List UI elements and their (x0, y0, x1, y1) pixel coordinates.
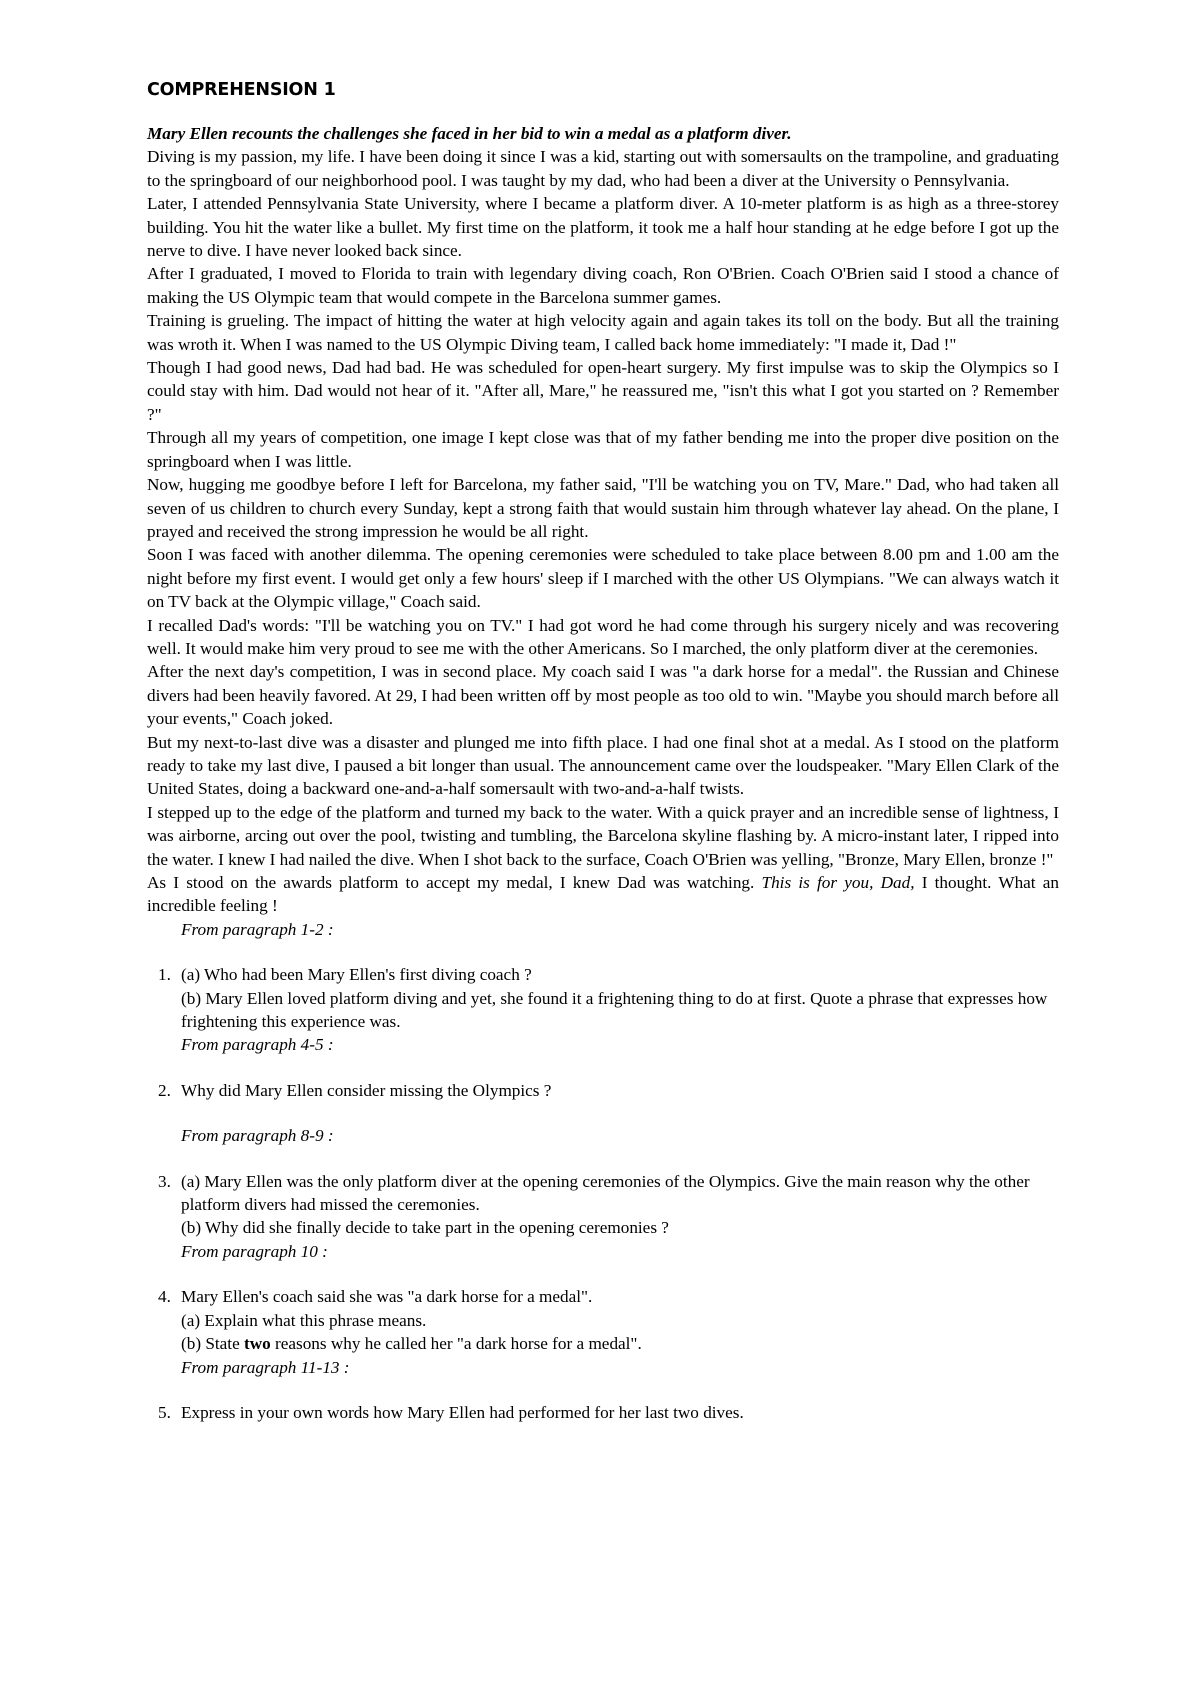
question-3 (147, 1170, 1059, 1240)
paragraph-13-start: As I stood on the awards platform to accept my medal, I knew Dad was watching. (147, 873, 762, 892)
question-line: Express in your own words how Mary Ellen had performed for her last two dives. (181, 1402, 744, 1422)
question-number: 1. (158, 965, 171, 985)
section-heading-5: From paragraph 11-13 : (181, 1357, 350, 1377)
section-heading-1: From paragraph 1-2 : (181, 919, 334, 939)
question-line: (a) Who had been Mary Ellen's first diving coach ? (181, 965, 532, 985)
question-line: Mary Ellen's coach said she was "a dark horse for a medal". (181, 1287, 593, 1307)
question-4 (147, 1285, 1059, 1355)
question-number: 4. (158, 1287, 171, 1307)
question-4b-bold: two (244, 1334, 271, 1354)
question-1 (147, 963, 1059, 1033)
paragraph-10: After the next day's competition, I was in second place. My coach said I was "a dark horse for a medal". the Russian and Chinese divers had been heavily favored. At 29, I had been written off by most people as too old to win. "Maybe you should march before all your events," Coach joked. (147, 662, 1059, 729)
paragraph-11: But my next-to-last dive was a disaster and plunged me into fifth place. I had one final shot at a medal. As I stood on the platform ready to take my last dive, I paused a bit longer than usual. The announcement came over the loudspeaker. "Mary Ellen Clark of the United States, doing a backward one-and-a-half somersault with two-and-a-half twists. (147, 732, 1059, 799)
paragraph-12: I stepped up to the edge of the platform and turned my back to the water. With a quick prayer and an incredible sense of lightness, I was airborne, arcing out over the pool, twisting and tumbling, the Barcelona skyline flashing by. A micro-instant later, I ripped into the water. I knew I had nailed the dive. When I shot back to the surface, Coach O'Brien was yelling, "Bronze, Mary Ellen, bronze !" (147, 802, 1059, 869)
question-5 (147, 1401, 1059, 1424)
paragraph-9: I recalled Dad's words: "I'll be watching you on TV." I had got word he had come through his surgery nicely and was recovering well. It would make him very proud to see me with the other Americans. So I marched, the only platform diver at the ceremonies. (147, 615, 1059, 658)
paragraph-4: Training is grueling. The impact of hitting the water at high velocity again and again takes its toll on the body. But all the training was wroth it. When I was named to the US Olympic Diving team, I called back home immediately: "I made it, Dad !" (147, 311, 1059, 354)
paragraph-3: After I graduated, I moved to Florida to train with legendary diving coach, Ron O'Brien. Coach O'Brien said I stood a chance of making the US Olympic team that would compete in the Barcelona summer games. (147, 264, 1059, 307)
document-page (147, 78, 1059, 1424)
question-line: (a) Mary Ellen was the only platform diver at the opening ceremonies of the Olympics. Give the main reason why the other platform divers had missed the ceremonies. (181, 1171, 1030, 1215)
passage (147, 145, 1059, 917)
paragraph-8: Soon I was faced with another dilemma. The opening ceremonies were scheduled to take place between 8.00 pm and 1.00 am the night before my first event. I would get only a few hours' sleep if I marched with the other US Olympians. "We can always watch it on TV back at the Olympic village," Coach said. (147, 545, 1059, 612)
paragraph-13-italic: This is for you, Dad, (761, 873, 915, 892)
question-4b-end: reasons why he called her "a dark horse for a medal". (270, 1334, 642, 1354)
question-list (147, 963, 1059, 1424)
question-line: (b) Why did she finally decide to take part in the opening ceremonies ? (181, 1218, 669, 1238)
section-heading-2: From paragraph 4-5 : (181, 1035, 334, 1055)
question-number: 5. (158, 1402, 171, 1422)
question-line (181, 1332, 1059, 1355)
question-line: Why did Mary Ellen consider missing the Olympics ? (181, 1080, 552, 1100)
paragraph-5: Though I had good news, Dad had bad. He was scheduled for open-heart surgery. My first impulse was to skip the Olympics so I could stay with him. Dad would not hear of it. "After all, Mare," he reassured me, "isn't this what I got you started on ? Remember ?" (147, 358, 1059, 424)
question-2 (147, 1079, 1059, 1102)
question-line: (b) Mary Ellen loved platform diving and yet, she found it a frightening thing to do at first. Quote a phrase that expresses how frightening this experience was. (181, 988, 1048, 1032)
section-heading-4: From paragraph 10 : (181, 1241, 328, 1261)
page-title: COMPREHENSION 1 (147, 80, 336, 100)
question-number: 3. (158, 1171, 171, 1191)
section-heading-3: From paragraph 8-9 : (181, 1126, 334, 1146)
paragraph-2: Later, I attended Pennsylvania State University, where I became a platform diver. A 10-meter platform is as high as a three-storey building. You hit the water like a bullet. My first time on the platform, it took me a half hour standing at he edge before I got up the nerve to dive. I have never looked back since. (147, 194, 1059, 261)
paragraph-13-end: I thought. What an incredible feeling ! (147, 873, 1059, 916)
question-line: (a) Explain what this phrase means. (181, 1310, 427, 1330)
question-number: 2. (158, 1080, 171, 1100)
paragraph-13 (147, 871, 1059, 918)
passage-subtitle: Mary Ellen recounts the challenges she faced in her bid to win a medal as a platform diver. (147, 124, 792, 143)
paragraph-1: Diving is my passion, my life. I have been doing it since I was a kid, starting out with somersaults on the trampoline, and graduating to the springboard of our neighborhood pool. I was taught by my dad, who had been a diver at the University o Pennsylvania. (147, 147, 1059, 190)
paragraph-6: Through all my years of competition, one image I kept close was that of my father bending me into the proper dive position on the springboard when I was little. (147, 428, 1059, 471)
question-4b-start: (b) State (181, 1334, 245, 1354)
paragraph-7: Now, hugging me goodbye before I left for Barcelona, my father said, "I'll be watching you on TV, Mare." Dad, who had taken all seven of us children to church every Sunday, kept a strong faith that would sustain him through whatever lay ahead. On the plane, I prayed and received the strong impression he would be all right. (147, 475, 1059, 541)
